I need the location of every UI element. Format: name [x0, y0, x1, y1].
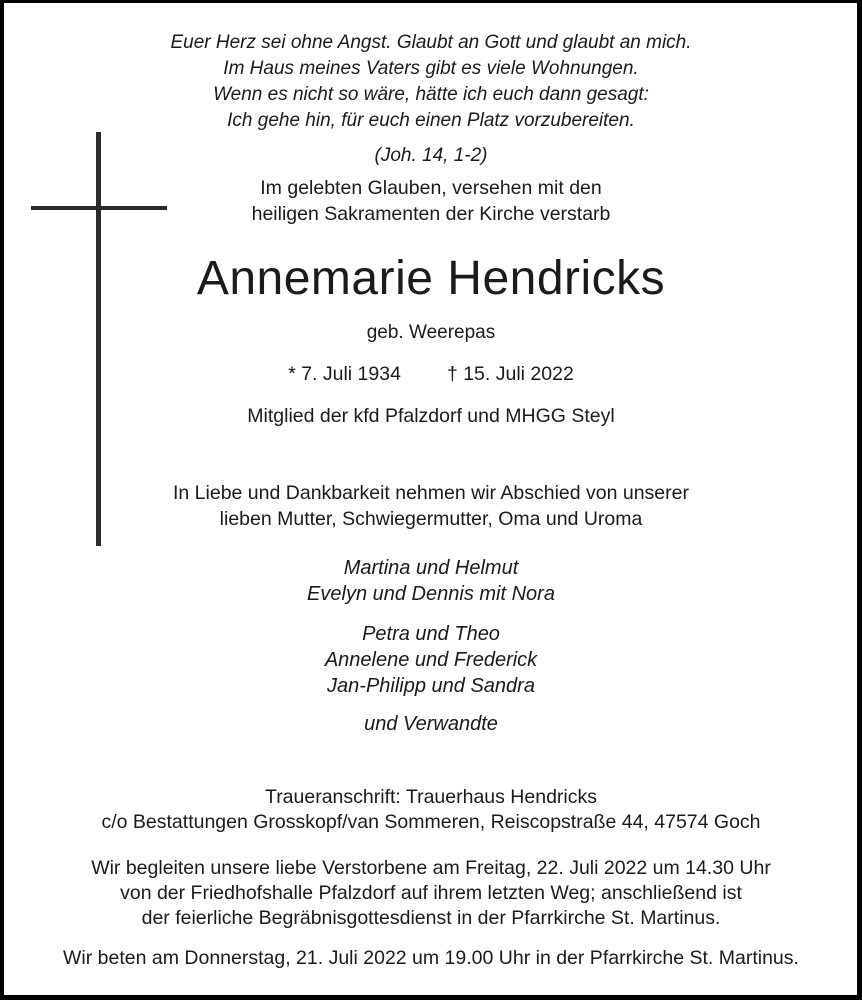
mourners-group-1 — [0, 555, 862, 607]
birth-date: * 7. Juli 1934 — [288, 363, 401, 385]
farewell-text — [0, 480, 862, 532]
mourner-line: Martina und Helmut — [343, 557, 519, 579]
address-line: Traueranschrift: Trauerhaus Hendricks — [265, 786, 597, 808]
mourning-address — [0, 785, 862, 835]
funeral-line: Wir begleiten unsere liebe Verstorbene am Freitag, 22. Juli 2022 um 14.30 Uhr — [91, 857, 771, 879]
quote-line: Im Haus meines Vaters gibt es viele Wohnungen. — [223, 58, 639, 79]
mourner-line: Jan-Philipp und Sandra — [327, 675, 535, 697]
quote-reference: (Joh. 14, 1-2) — [374, 145, 488, 166]
life-dates — [0, 361, 862, 387]
farewell-line: lieben Mutter, Schwiegermutter, Oma und Uroma — [219, 508, 643, 530]
death-date: † 15. Juli 2022 — [446, 363, 574, 385]
mourners-closing: und Verwandte — [364, 713, 498, 735]
maiden-name: geb. Weerepas — [366, 322, 496, 343]
funeral-line: von der Friedhofshalle Pfalzdorf auf ihrem letzten Weg; anschließend ist — [120, 882, 742, 904]
funeral-info — [0, 856, 862, 931]
intro-line: heiligen Sakramenten der Kirche verstarb — [251, 203, 611, 225]
mourner-line: Evelyn und Dennis mit Nora — [307, 583, 555, 605]
membership-line: Mitglied der kfd Pfalzdorf und MHGG Steyl — [247, 405, 615, 427]
quote-line: Euer Herz sei ohne Angst. Glaubt an Gott und glaubt an mich. — [170, 32, 692, 53]
mourner-line: Petra und Theo — [362, 623, 500, 645]
quote-line: Ich gehe hin, für euch einen Platz vorzubereiten. — [227, 110, 635, 131]
mourners-group-2 — [0, 621, 862, 699]
address-line: c/o Bestattungen Grosskopf/van Sommeren, Reiscopstraße 44, 47574 Goch — [101, 811, 761, 833]
farewell-line: In Liebe und Dankbarkeit nehmen wir Abschied von unserer — [173, 482, 689, 504]
intro-line: Im gelebten Glauben, versehen mit den — [260, 177, 602, 199]
funeral-line: der feierliche Begräbnisgottesdienst in der Pfarrkirche St. Martinus. — [141, 907, 721, 929]
intro-text — [0, 175, 862, 227]
quote-line: Wenn es nicht so wäre, hätte ich euch dann gesagt: — [213, 84, 649, 105]
deceased-name: Annemarie Hendricks — [196, 252, 666, 305]
mourner-line: Annelene und Frederick — [324, 649, 538, 671]
bible-quote — [0, 30, 862, 169]
prayer-info: Wir beten am Donnerstag, 21. Juli 2022 um 19.00 Uhr in der Pfarrkirche St. Martinus. — [63, 947, 799, 969]
